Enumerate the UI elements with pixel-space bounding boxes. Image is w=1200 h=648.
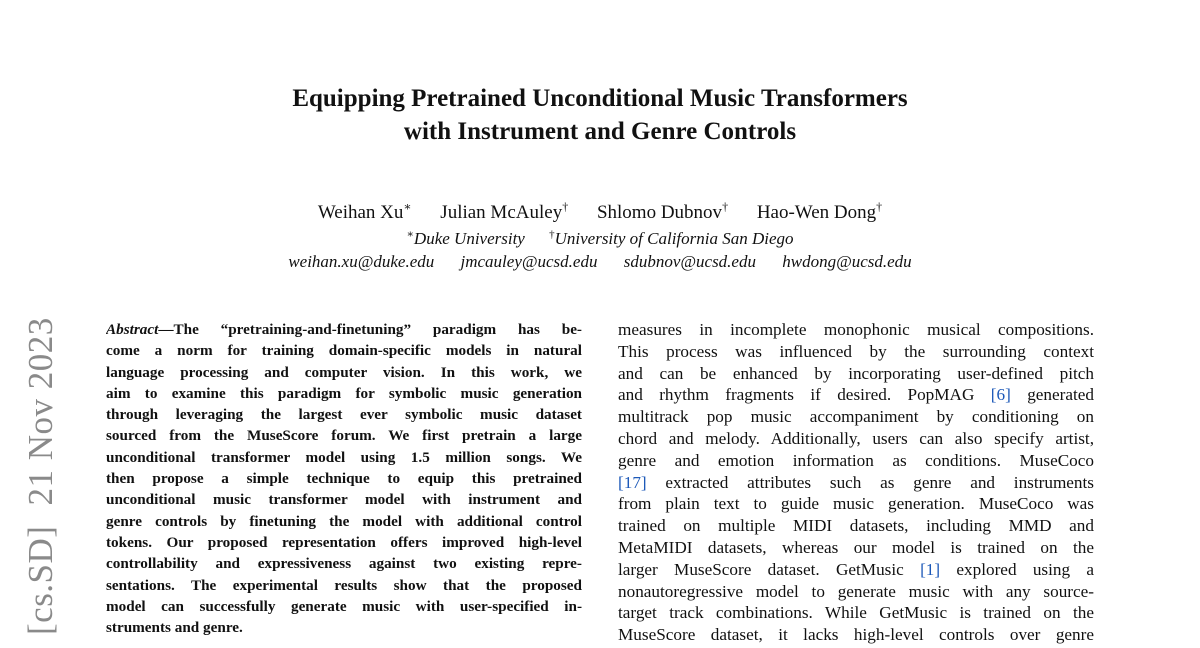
- citation-link[interactable]: [17]: [618, 472, 647, 492]
- abstract-line: struments and genre.: [106, 619, 243, 637]
- body-text: generated: [1010, 385, 1094, 405]
- citation-link[interactable]: [1]: [920, 559, 941, 579]
- author: [318, 202, 412, 223]
- citation-link[interactable]: [6]: [990, 385, 1011, 405]
- abstract-line: tokens. Our proposed representation offers improved high-level: [106, 533, 582, 551]
- body-line: chord and melody. Additionally, users can also specify artist,: [618, 428, 1094, 448]
- body-line: MuseScore dataset, it lacks high-level controls over genre: [618, 625, 1094, 645]
- body-line: This process was influenced by the surrounding context: [618, 341, 1094, 361]
- body-text-column: [618, 319, 1094, 648]
- abstract-line: come a norm for training domain-specific models in natural: [106, 342, 582, 360]
- body-text: larger MuseScore dataset. GetMusic: [618, 559, 921, 579]
- author-name: Julian McAuley: [440, 202, 563, 224]
- affiliation: [406, 229, 524, 248]
- body-line: nonautoregressive model to generate music with any source-: [618, 581, 1094, 601]
- author-mark: †: [722, 200, 729, 214]
- arxiv-date: 21 Nov 2023: [21, 317, 60, 506]
- author-mark: ∗: [403, 200, 412, 214]
- email: weihan.xu@duke.edu: [288, 252, 435, 271]
- abstract-line: model can successfully generate music with user-specified in-: [106, 597, 582, 615]
- affiliation-mark: ∗: [406, 228, 414, 240]
- author: [597, 202, 728, 223]
- body-text: explored using a: [940, 559, 1094, 579]
- author: [757, 202, 882, 223]
- author-name: Shlomo Dubnov: [596, 202, 723, 224]
- body-line: [618, 559, 1094, 581]
- abstract-line: genre controls by finetuning the model with additional control: [106, 512, 582, 530]
- paper-title: [0, 82, 1200, 148]
- abstract-line: unconditional transformer model using 1.5 million songs. We: [106, 448, 582, 466]
- body-line: [618, 384, 1094, 406]
- abstract-dash: —: [158, 321, 174, 338]
- body-text: and rhythm fragments if desired. PopMAG: [618, 385, 991, 405]
- arxiv-identifier: [16, 317, 66, 645]
- email-list: [0, 252, 1200, 272]
- abstract-line: sourced from the MuseScore forum. We first pretrain a large: [106, 427, 582, 445]
- email: sdubnov@ucsd.edu: [623, 252, 756, 271]
- author-name: Weihan Xu: [317, 202, 404, 224]
- body-line: from plain text to guide music generation. MuseCoco was: [618, 494, 1094, 514]
- affiliation-name: Duke University: [413, 228, 525, 248]
- email: hwdong@ucsd.edu: [782, 252, 912, 271]
- abstract-line: [106, 319, 582, 340]
- abstract: [106, 319, 582, 648]
- email: jmcauley@ucsd.edu: [460, 252, 598, 271]
- author-name: Hao-Wen Dong: [756, 202, 877, 224]
- body-line: trained on multiple MIDI datasets, including MMD and: [618, 516, 1094, 536]
- author-mark: †: [876, 200, 883, 214]
- abstract-heading: Abstract: [106, 321, 159, 338]
- affiliation-list: [0, 227, 1200, 249]
- arxiv-category: [cs.SD]: [21, 525, 60, 635]
- affiliation-name: University of California San Diego: [554, 228, 794, 248]
- title-line-1: Equipping Pretrained Unconditional Music Transformers: [292, 85, 908, 112]
- author: [440, 202, 568, 223]
- body-text: extracted attributes such as genre and instruments: [646, 472, 1094, 492]
- abstract-line-text: The “pretraining-and-finetuning” paradigm has be-: [173, 321, 582, 338]
- body-line: [618, 472, 1094, 494]
- body-line: and can be enhanced by incorporating user-defined pitch: [618, 363, 1094, 383]
- abstract-line: then propose a simple technique to equip this pretrained: [106, 470, 582, 488]
- abstract-line: language processing and computer vision. In this work, we: [106, 363, 582, 381]
- abstract-line: aim to examine this paradigm for symbolic music generation: [106, 384, 582, 402]
- affiliation: [549, 229, 793, 248]
- abstract-line: unconditional music transformer model with instrument and: [106, 491, 582, 509]
- abstract-line: through leveraging the largest ever symbolic music dataset: [106, 406, 582, 424]
- body-line: measures in incomplete monophonic musical compositions.: [618, 320, 1094, 339]
- abstract-line: sentations. The experimental results show that the proposed: [106, 576, 582, 594]
- body-line: multitrack pop music accompaniment by conditioning on: [618, 407, 1094, 427]
- title-line-2: with Instrument and Genre Controls: [403, 118, 797, 145]
- abstract-line: controllability and expressiveness against two existing repre-: [106, 555, 582, 573]
- body-line: MetaMIDI datasets, whereas our model is trained on the: [618, 537, 1094, 557]
- author-list: [0, 200, 1200, 224]
- affiliation-mark: †: [549, 228, 555, 240]
- body-line: genre and emotion information as conditions. MuseCoco: [618, 450, 1094, 470]
- author-mark: †: [562, 200, 569, 214]
- body-line: target track combinations. While GetMusic is trained on the: [618, 603, 1094, 623]
